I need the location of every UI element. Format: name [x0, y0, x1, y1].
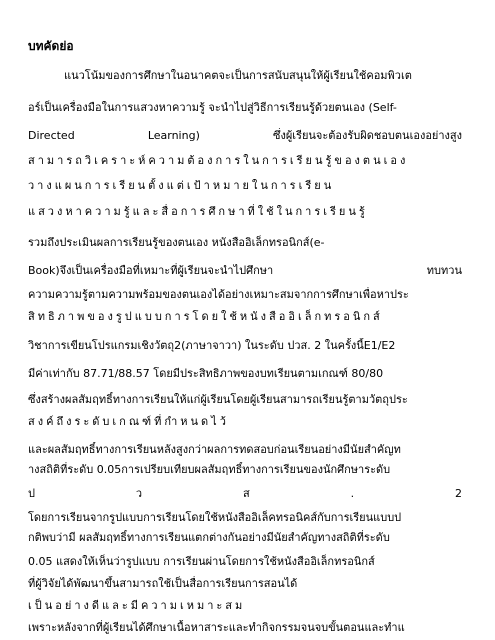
abstract-heading: บทคัดย่อ: [28, 39, 74, 53]
paragraph-line: และผลสัมฤทธิ์ทางการเรียนหลังสูงกว่าผลการทดสอบก่อนเรียนอย่างมีนัยสำคัญท: [28, 443, 401, 456]
paragraph-line: กติพบว่ามี ผลสัมฤทธิ์ทางการเรียนแตกต่างกันอย่างมีนัยสำคัญทางสถิติที่ระดับ: [28, 531, 390, 544]
paragraph-line: แสวงหาความรู้และสื่อการศึกษาที่ใช้ในการเรียนรู้: [28, 205, 368, 218]
paragraph-line: างสถิติที่ระดับ 0.05การเปรียบเทียบผลสัมฤทธิ์ทางการเรียนของนักศึกษาระดับ: [28, 463, 391, 476]
paragraph-line: Book)จึงเป็นเครื่องมือที่เหมาะที่ผู้เรียนจะนำไปศึกษา ทบทวน: [28, 264, 462, 277]
paragraph-line: วิชาการเขียนโปรแกรมเชิงวัตถุ2(ภาษาจาวา) ในระดับ ปวส. 2 ในครั้งนี้E1/E2: [28, 339, 396, 352]
paragraph-line: สามารถวิเคราะห์ความต้องการในการเรียนรู้ของตนเอง: [28, 154, 409, 167]
paragraph-line: รวมถึงประเมินผลการเรียนรู้ของตนเอง หนังสืออิเล็กทรอนิกส์(e-: [28, 236, 325, 249]
paragraph-line: มีค่าเท่ากับ 87.71/88.57 โดยมีประสิทธิภาพของบทเรียนตามเกณฑ์ 80/80: [28, 367, 384, 380]
paragraph-line: ความความรู้ตามความพร้อมของตนเองได้อย่างเหมาะสมจากการศึกษาเพื่อหาประ: [28, 288, 409, 301]
paragraph-line: ป ว ส . 2: [28, 487, 462, 500]
paragraph-line: Directed Learning) ซึ่งผู้เรียนจะต้องรับผิดชอบตนเองอย่างสูง: [28, 129, 462, 142]
paragraph-line: สงค์ถึงระดับเกณฑ์ที่กำหนดไว้: [28, 415, 229, 428]
paragraph-line: ที่ผู้วิจัยได้พัฒนาขึ้นสามารถใช้เป็นสื่อการเรียนการสอนได้: [28, 577, 298, 590]
paragraph-line: เป็นอย่างดีและมีความเหมาะสม: [28, 599, 246, 612]
paragraph-line: แนวโน้มของการศึกษาในอนาคตจะเป็นการสนับสนุนให้ผู้เรียนใช้คอมพิวเต: [64, 69, 412, 82]
paragraph-line: สิทธิภาพของรูปแบบการโดยใช้หนังสืออิเล็กทรอนิกส์: [28, 310, 383, 323]
paragraph-line: โดยการเรียนจากรูปแบบการเรียนโดยใช้หนังสืออิเล็คทรอนิคส์กับการเรียนแบบป: [28, 511, 402, 524]
paragraph-line: อร์เป็นเครื่องมือในการแสวงหาความรู้ จะนำไปสู่วิธีการเรียนรู้ด้วยตนเอง (Self-: [28, 101, 397, 114]
paragraph-line: 0.05 แสดงให้เห็นว่ารูปแบบ การเรียนผ่านโดยการใช้หนังสืออิเล็กทรอนิกส์: [28, 555, 375, 568]
paragraph-line: วางแผนการเรียนตั้งแต่เป้าหมายในการเรียน: [28, 179, 335, 192]
paragraph-line: เพราะหลังจากที่ผู้เรียนได้ศึกษาเนื้อหาสาระและทำกิจกรรมจนจบขั้นตอนและทำแ: [28, 621, 405, 634]
paragraph-line: ซึ่งสร้างผลสัมฤทธิ์ทางการเรียนให้แก่ผู้เรียนโดยผู้เรียนสามารถเรียนรู้ตามวัตถุประ: [28, 393, 408, 406]
